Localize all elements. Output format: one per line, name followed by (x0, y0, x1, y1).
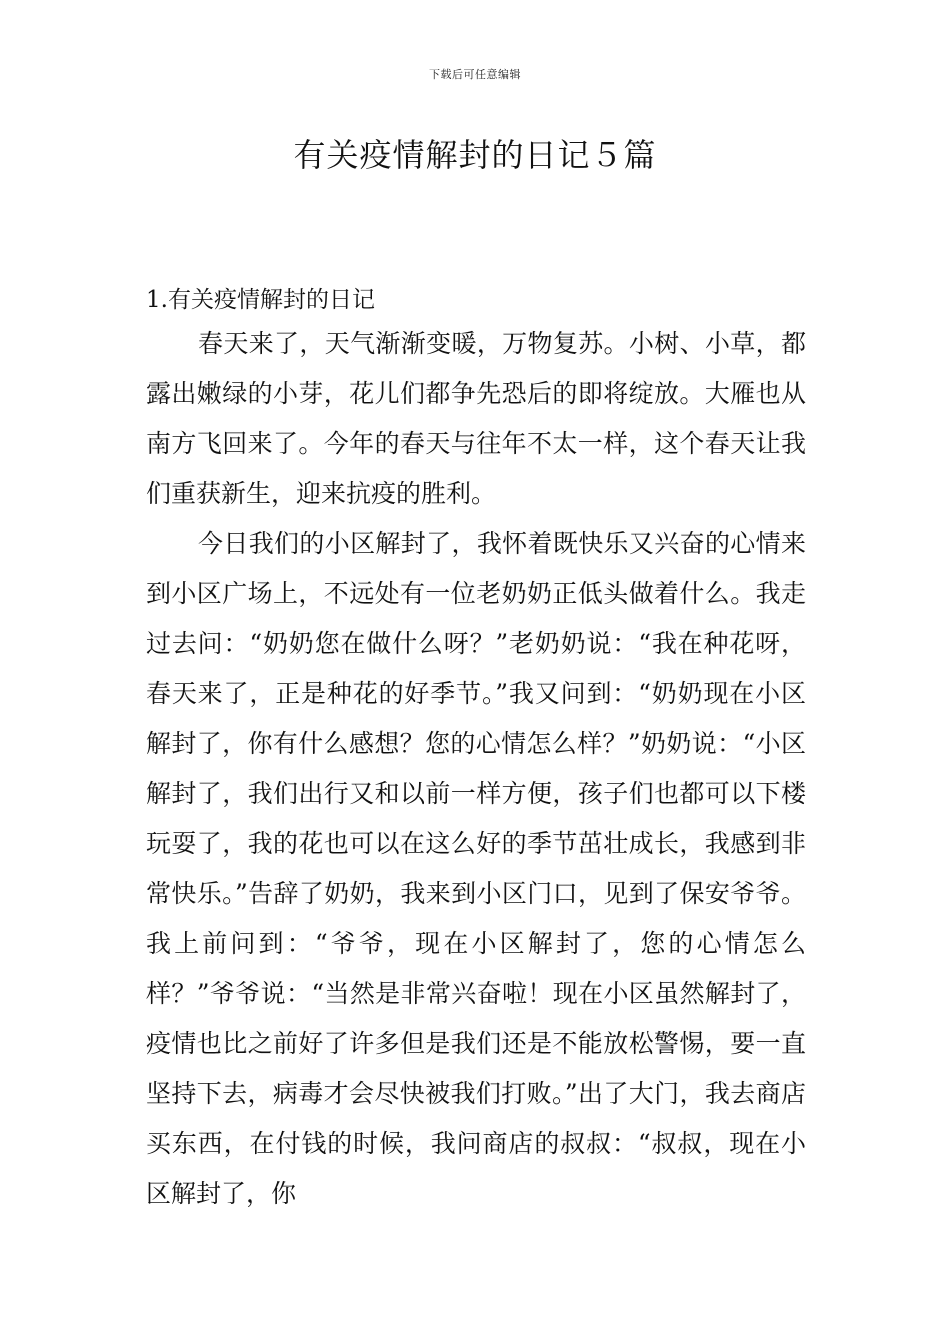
diary-section (146, 281, 806, 1219)
section-heading: 1.有关疫情解封的日记 (146, 287, 375, 313)
paragraph: 今日我们的小区解封了，我怀着既快乐又兴奋的心情来到小区广场上，不远处有一位老奶奶正低头做着什么。我走过去问：“奶奶您在做什么呀？”老奶奶说：“我在种花呀，春天来了，正是种花的好季节。”我又问到：“奶奶现在小区解封了，你有什么感想？您的心情怎么样？”奶奶说：“小区解封了，我们出行又和以前一样方便，孩子们也都可以下楼玩耍了，我的花也可以在这么好的季节茁壮成长，我感到非常快乐。”告辞了奶奶，我来到小区门口，见到了保安爷爷。我上前问到：“爷爷，现在小区解封了，您的心情怎么样？”爷爷说：“当然是非常兴奋啦！现在小区虽然解封了，疫情也比之前好了许多但是我们还是不能放松警惕，要一直坚持下去，病毒才会尽快被我们打败。”出了大门，我去商店买东西，在付钱的时候，我问商店的叔叔：“叔叔，现在小区解封了，你 (146, 529, 806, 1208)
document-body (146, 281, 806, 1219)
document-title: 有关疫情解封的日记５篇 (293, 136, 657, 174)
paragraph: 春天来了，天气渐渐变暖，万物复苏。小树、小草，都露出嫩绿的小芽，花儿们都争先恐后的即将绽放。大雁也从南方飞回来了。今年的春天与往年不太一样，这个春天让我们重获新生，迎来抗疫的胜利。 (146, 329, 806, 508)
header-note: 下载后可任意编辑 (429, 68, 521, 81)
